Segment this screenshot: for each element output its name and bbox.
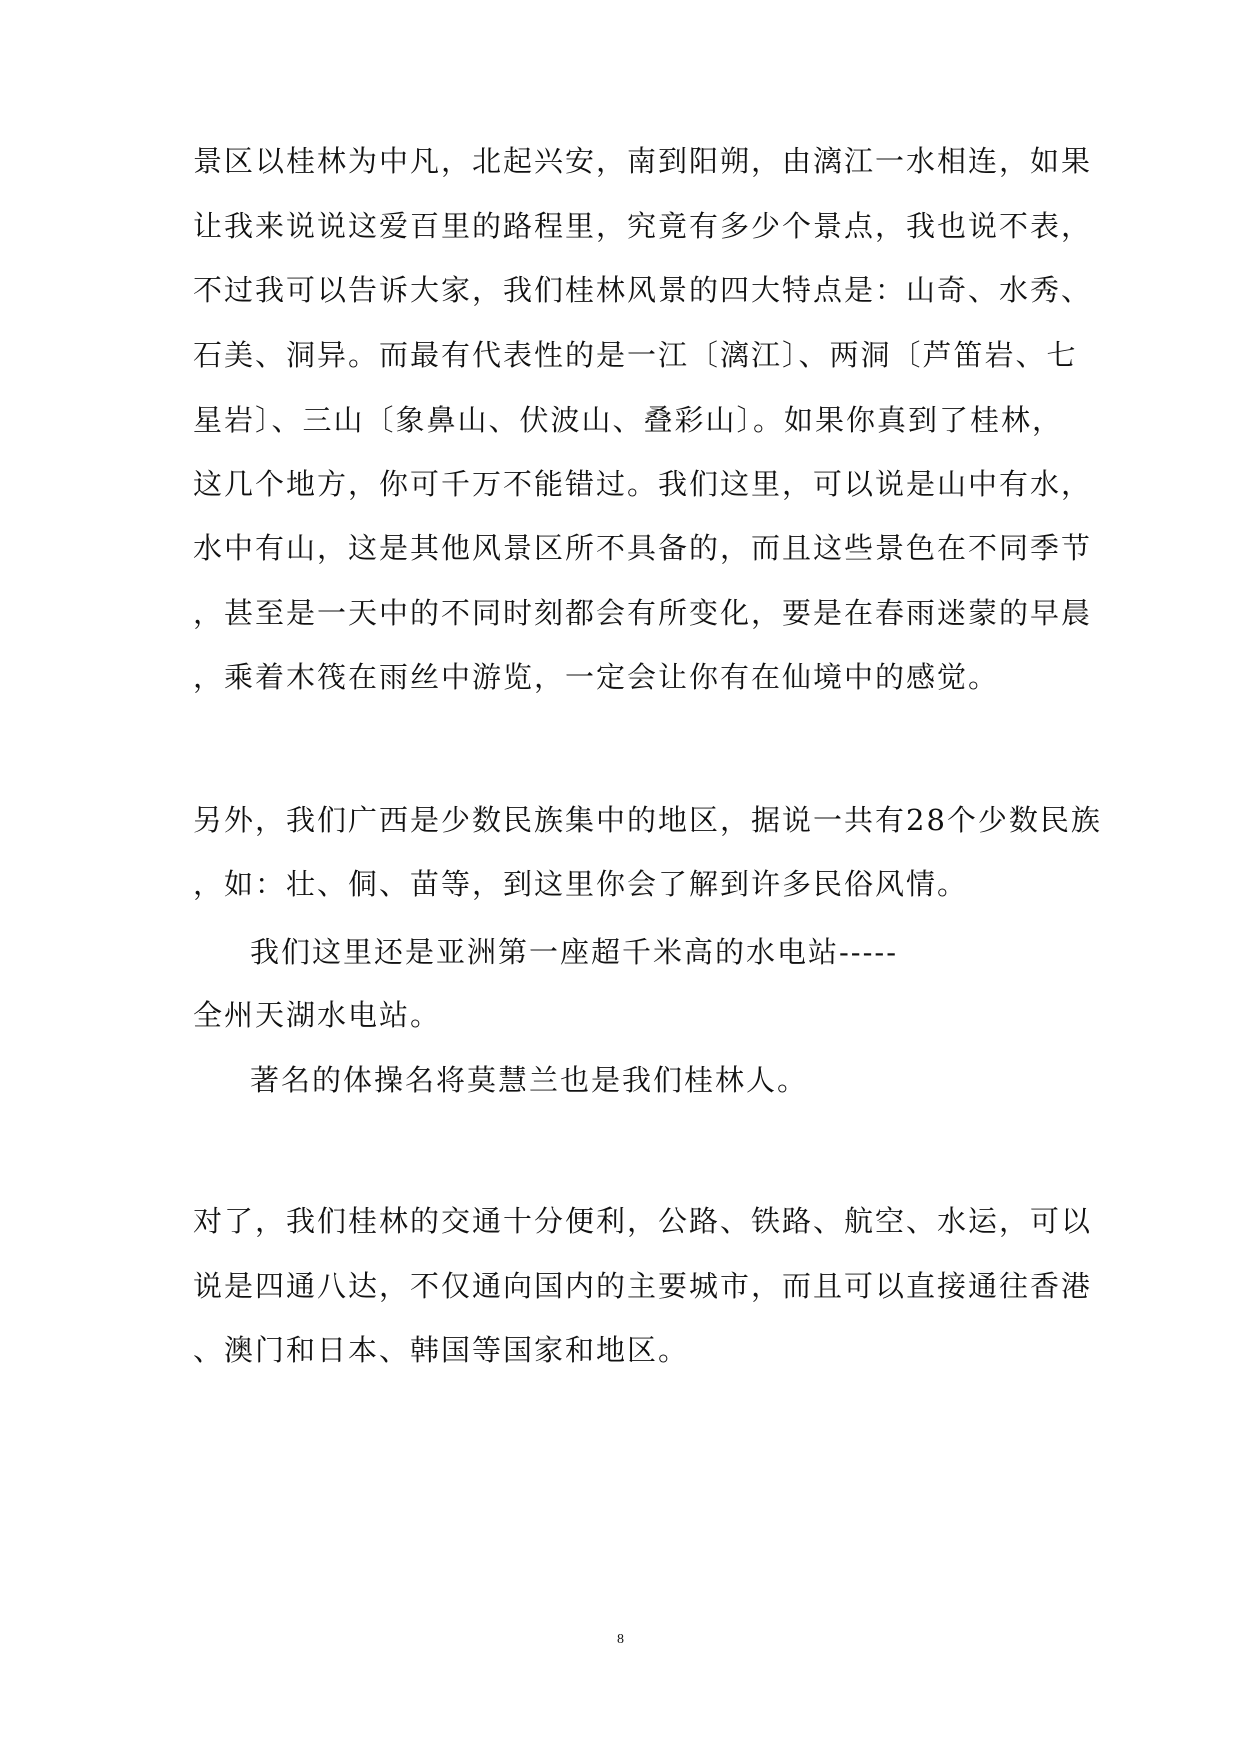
text-line: 不过我可以告诉大家，我们桂林风景的四大特点是：山奇、水秀、	[193, 273, 1093, 307]
text-line: 星岩〕、三山〔象鼻山、伏波山、叠彩山〕。如果你真到了桂林，	[193, 403, 1064, 437]
text-line: 说是四通八达，不仅通向国内的主要城市，而且可以直接通往香港	[193, 1269, 1093, 1303]
text-line: 水中有山，这是其他风景区所不具备的，而且这些景色在不同季节	[193, 531, 1093, 565]
text-line: 我们这里还是亚洲第一座超千米高的水电站-----	[250, 935, 898, 969]
text-line: 对了，我们桂林的交通十分便利，公路、铁路、航空、水运，可以	[193, 1204, 1093, 1238]
text-line: 这几个地方，你可千万不能错过。我们这里，可以说是山中有水，	[193, 467, 1093, 501]
text-line: 石美、洞异。而最有代表性的是一江〔漓江〕、两洞〔芦笛岩、七	[193, 338, 1078, 372]
text-line: 让我来说说这爱百里的路程里，究竟有多少个景点，我也说不表，	[193, 209, 1093, 243]
page-number: 8	[617, 1632, 624, 1647]
text-line: ，甚至是一天中的不同时刻都会有所变化，要是在春雨迷蒙的早晨	[193, 596, 1093, 630]
text-line: 全州天湖水电站。	[193, 998, 442, 1032]
text-line: ，如：壮、侗、苗等，到这里你会了解到许多民俗风情。	[193, 867, 969, 901]
text-line: 另外，我们广西是少数民族集中的地区，据说一共有28个少数民族	[193, 803, 1102, 837]
text-line: 著名的体操名将莫慧兰也是我们桂林人。	[250, 1063, 809, 1097]
text-line: ，乘着木筏在雨丝中游览，一定会让你有在仙境中的感觉。	[193, 660, 1000, 694]
text-line: 景区以桂林为中凡，北起兴安，南到阳朔，由漓江一水相连，如果	[193, 144, 1093, 178]
text-line: 、澳门和日本、韩国等国家和地区。	[193, 1333, 690, 1367]
